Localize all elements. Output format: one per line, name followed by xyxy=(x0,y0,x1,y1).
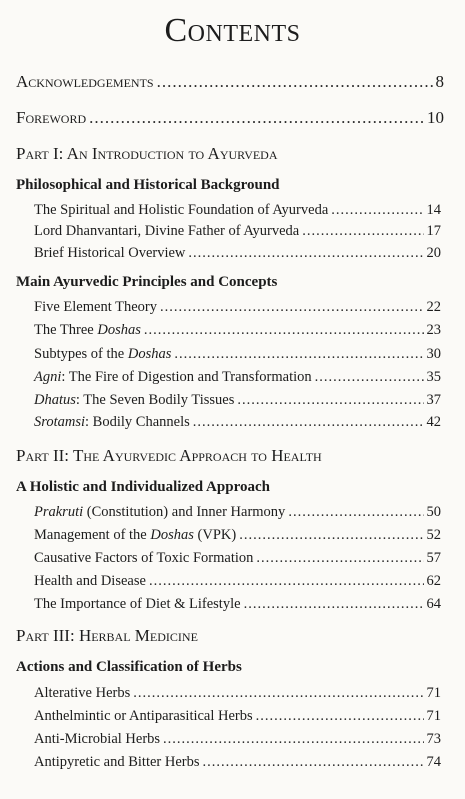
toc-entry[interactable] xyxy=(34,729,441,749)
toc-entry-label-italic: Doshas xyxy=(97,322,141,338)
dot-leader xyxy=(237,390,423,410)
dot-leader xyxy=(288,502,423,522)
dot-leader xyxy=(315,367,424,387)
toc-entry[interactable] xyxy=(34,752,441,772)
toc-entry-label: The Spiritual and Holistic Foundation of Ayurveda xyxy=(34,202,329,218)
toc-entry-label-text: (Constitution) and Inner Harmony xyxy=(83,504,286,520)
toc-entry-label: Causative Factors of Toxic Formation xyxy=(34,550,254,566)
toc-entry-label: The Importance of Diet & Lifestyle xyxy=(34,596,241,612)
toc-page-number: 17 xyxy=(426,223,441,239)
dot-leader xyxy=(302,221,423,241)
toc-entry-label: Health and Disease xyxy=(34,573,146,589)
toc-page-number: 37 xyxy=(426,392,441,408)
toc-page-number: 10 xyxy=(427,108,444,127)
toc-entry-label xyxy=(34,390,234,410)
toc-entry-label-text: Subtypes of the xyxy=(34,346,128,362)
dot-leader xyxy=(133,683,423,703)
toc-entry-label-italic: Doshas xyxy=(150,527,194,543)
toc-page-number: 73 xyxy=(426,731,441,747)
toc-entry[interactable] xyxy=(34,344,441,364)
toc-entry-label-text: : The Seven Bodily Tissues xyxy=(75,392,235,408)
section-heading[interactable]: Philosophical and Historical Background xyxy=(16,177,280,193)
dot-leader xyxy=(244,594,424,614)
section-heading[interactable]: Main Ayurvedic Principles and Concepts xyxy=(16,274,278,290)
toc-page-number: 22 xyxy=(426,299,441,315)
toc-entry[interactable] xyxy=(34,320,441,340)
toc-page-number: 14 xyxy=(426,202,441,218)
toc-entry[interactable] xyxy=(34,243,441,263)
toc-page-number: 8 xyxy=(435,72,444,91)
dot-leader xyxy=(239,525,423,545)
toc-entry-label: Brief Historical Overview xyxy=(34,245,186,261)
dot-leader xyxy=(256,706,424,726)
toc-entry[interactable] xyxy=(34,367,441,387)
toc-entry-label xyxy=(34,502,285,522)
dot-leader xyxy=(188,243,423,263)
dot-leader xyxy=(256,548,423,568)
toc-entry-label xyxy=(34,412,190,432)
toc-page-number: 62 xyxy=(426,573,441,589)
toc-entry-label: Five Element Theory xyxy=(34,299,157,315)
toc-entry[interactable] xyxy=(34,706,441,726)
toc-entry-label: Foreword xyxy=(16,108,87,127)
section-heading[interactable]: A Holistic and Individualized Approach xyxy=(16,479,270,495)
dot-leader xyxy=(157,72,433,92)
part-heading[interactable]: Part I: An Introduction to Ayurveda xyxy=(16,144,278,163)
toc-entry-label xyxy=(34,525,236,545)
toc-entry[interactable] xyxy=(34,502,441,522)
toc-entry[interactable] xyxy=(34,525,441,545)
toc-entry[interactable] xyxy=(34,594,441,614)
dot-leader xyxy=(331,200,423,220)
section-heading[interactable]: Actions and Classification of Herbs xyxy=(16,659,242,675)
toc-page-number: 71 xyxy=(426,708,441,724)
toc-page-number: 35 xyxy=(426,369,441,385)
part-heading[interactable]: Part III: Herbal Medicine xyxy=(16,626,198,645)
toc-entry-label-text: : Bodily Channels xyxy=(85,414,190,430)
dot-leader xyxy=(203,752,424,772)
toc-page-number: 30 xyxy=(426,346,441,362)
toc-entry-label: Anti-Microbial Herbs xyxy=(34,731,161,747)
toc-entry[interactable] xyxy=(34,548,441,568)
dot-leader xyxy=(149,571,424,591)
toc-entry-label-italic: Doshas xyxy=(127,346,172,362)
toc-entry[interactable] xyxy=(34,200,441,220)
toc-page-number: 57 xyxy=(426,550,441,566)
toc-entry-label-text: Management of the xyxy=(34,527,151,543)
dot-leader xyxy=(144,320,424,340)
toc-entry-label-text: The Three xyxy=(34,322,98,338)
toc-page-number: 71 xyxy=(426,685,441,701)
toc-entry-label: Antipyretic and Bitter Herbs xyxy=(34,754,200,770)
toc-page-number: 74 xyxy=(426,754,441,770)
toc-entry-label: Anthelmintic or Antiparasitical Herbs xyxy=(34,708,253,724)
dot-leader xyxy=(89,108,424,128)
toc-entry[interactable] xyxy=(34,412,441,432)
toc-entry-label: Lord Dhanvantari, Divine Father of Ayurveda xyxy=(34,223,300,239)
toc-entry-foreword[interactable] xyxy=(16,108,444,128)
part-heading[interactable]: Part II: The Ayurvedic Approach to Health xyxy=(16,446,322,465)
toc-entry-label-suffix: (VPK) xyxy=(193,527,237,543)
toc-entry-label xyxy=(34,344,171,364)
toc-page-number: 50 xyxy=(426,504,441,520)
dot-leader xyxy=(174,344,423,364)
toc-entry-label-italic: Agni xyxy=(34,369,62,385)
toc-page-number: 64 xyxy=(426,596,441,612)
toc-page-number: 20 xyxy=(426,245,441,261)
toc-page-number: 23 xyxy=(426,322,441,338)
toc-entry-label xyxy=(34,367,312,387)
toc-entry-label xyxy=(34,320,141,340)
dot-leader xyxy=(163,729,423,749)
toc-entry-label-italic: Prakruti xyxy=(34,504,84,520)
toc-entry-label: Acknowledgements xyxy=(16,72,154,91)
toc-entry[interactable] xyxy=(34,297,441,317)
dot-leader xyxy=(193,412,424,432)
toc-page-number: 42 xyxy=(426,414,441,430)
toc-entry-acknowledgements[interactable] xyxy=(16,72,444,92)
toc-page-number: 52 xyxy=(426,527,441,543)
toc-entry[interactable] xyxy=(34,571,441,591)
toc-entry-label-italic: Srotamsi xyxy=(34,414,86,430)
toc-entry-label: Alterative Herbs xyxy=(34,685,131,701)
toc-entry[interactable] xyxy=(34,221,441,241)
toc-entry[interactable] xyxy=(34,390,441,410)
toc-entry-label-text: : The Fire of Digestion and Transformation xyxy=(61,369,312,385)
dot-leader xyxy=(160,297,424,317)
toc-entry-label-italic: Dhatus xyxy=(34,392,76,408)
page-title: Contents xyxy=(164,12,301,49)
toc-entry[interactable] xyxy=(34,683,441,703)
